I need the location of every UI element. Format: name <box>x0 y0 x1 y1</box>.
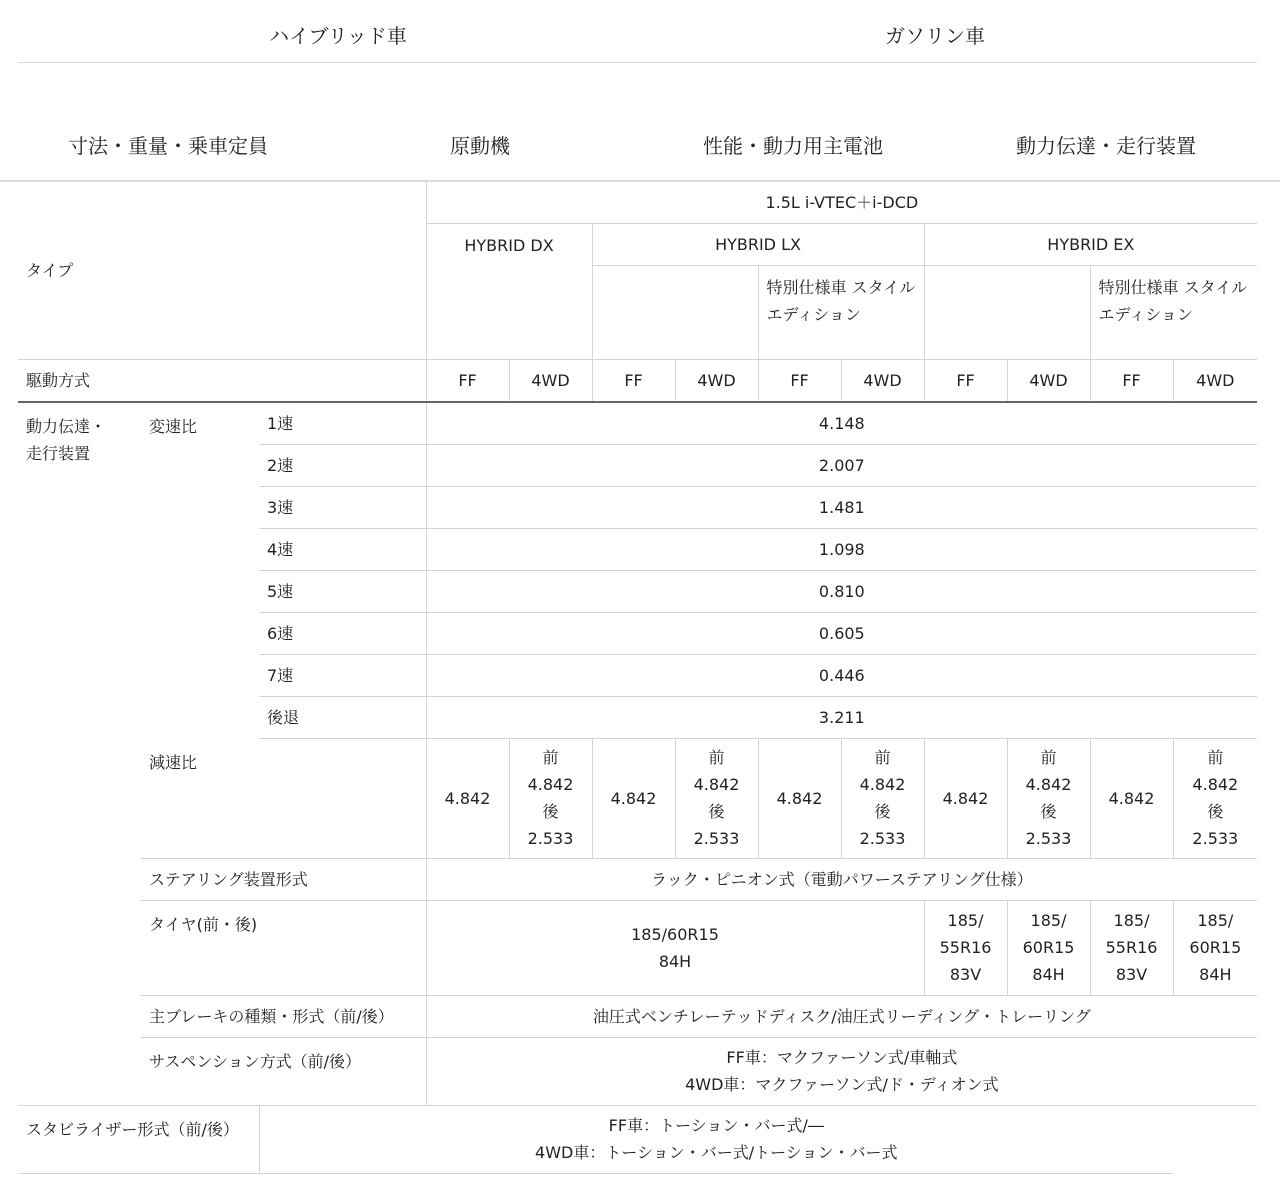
lx-standard <box>592 265 758 359</box>
type-label: タイプ <box>18 182 426 359</box>
rear-value: 2.533 <box>859 829 906 848</box>
drive-cell: 4WD <box>509 359 592 402</box>
tab-gasoline[interactable]: ガソリン車 <box>885 24 985 48</box>
reduction-label: 減速比 <box>141 738 426 858</box>
rear-label: 後 <box>1207 802 1224 821</box>
reduction-row <box>18 738 1257 858</box>
lx-special-edition <box>758 265 924 359</box>
table-row <box>18 182 1257 223</box>
brake-label: 主ブレーキの種類・形式（前/後） <box>141 995 426 1037</box>
drive-label: 駆動方式 <box>18 359 426 402</box>
gear-value: 3.211 <box>426 696 1257 738</box>
rear-value: 2.533 <box>1192 829 1239 848</box>
special-edition-line2: エディション <box>1098 304 1193 324</box>
gear-value: 1.098 <box>426 528 1257 570</box>
front-label: 前 <box>708 748 725 767</box>
section-label-line2: 走行装置 <box>26 444 91 463</box>
front-value: 4.842 <box>693 775 740 794</box>
tire-ex-line: 60R15 <box>1189 938 1242 957</box>
rear-label: 後 <box>542 802 559 821</box>
subtab-performance[interactable]: 性能・動力用主電池 <box>703 134 883 158</box>
tab-divider-hybrid <box>18 62 640 63</box>
suspension-line2: 4WD車：マクファーソン式/ド・ディオン式 <box>685 1075 999 1094</box>
drive-cell: 4WD <box>1173 359 1257 402</box>
rear-label: 後 <box>874 802 891 821</box>
tire-ex-line: 185/ <box>1197 911 1234 930</box>
tire-ex-line: 185/ <box>1030 911 1067 930</box>
drive-row <box>18 359 1257 402</box>
drive-cell: 4WD <box>675 359 758 402</box>
reduction-4wd <box>1173 738 1257 858</box>
reduction-ff: 4.842 <box>426 738 509 858</box>
ex-special-edition <box>1090 265 1257 359</box>
stabilizer-row <box>18 1105 1257 1173</box>
front-label: 前 <box>874 748 891 767</box>
rear-label: 後 <box>708 802 725 821</box>
gear-name: 5速 <box>259 570 426 612</box>
reduction-ff: 4.842 <box>592 738 675 858</box>
tab-divider-gasoline <box>640 62 1257 63</box>
tire-ex-line: 60R15 <box>1022 938 1075 957</box>
suspension-label: サスペンション方式（前/後） <box>141 1037 426 1105</box>
drive-cell: FF <box>592 359 675 402</box>
steering-label: ステアリング装置形式 <box>141 858 426 900</box>
gear-value: 0.810 <box>426 570 1257 612</box>
drive-cell: 4WD <box>1007 359 1090 402</box>
ex-standard <box>924 265 1090 359</box>
gear-name: 後退 <box>259 696 426 738</box>
gear-name: 2速 <box>259 444 426 486</box>
rear-label: 後 <box>1040 802 1057 821</box>
spec-table <box>18 182 1257 1174</box>
stabilizer-line2: 4WD車：トーション・バー式/トーション・バー式 <box>535 1143 898 1162</box>
front-label: 前 <box>1207 748 1224 767</box>
gear-name: 7速 <box>259 654 426 696</box>
steering-value: ラック・ピニオン式（電動パワーステアリング仕様） <box>426 858 1257 900</box>
rear-value: 2.533 <box>1025 829 1072 848</box>
gear-name: 1速 <box>259 402 426 444</box>
rear-value: 2.533 <box>527 829 574 848</box>
tire-common <box>426 900 924 995</box>
tire-ex-line: 185/ <box>1113 911 1150 930</box>
subtab-engine[interactable]: 原動機 <box>450 134 510 158</box>
reduction-4wd <box>675 738 758 858</box>
special-edition-line1: 特別仕様車 スタイル <box>1098 277 1248 297</box>
drive-cell: FF <box>426 359 509 402</box>
stabilizer-label: スタビライザー形式（前/後） <box>18 1105 259 1173</box>
suspension-row <box>18 1037 1257 1105</box>
tire-ex <box>1007 900 1090 995</box>
front-label: 前 <box>542 748 559 767</box>
reduction-4wd <box>841 738 924 858</box>
brake-row <box>18 995 1257 1037</box>
tire-ex <box>1173 900 1257 995</box>
stabilizer-value <box>259 1105 1173 1173</box>
gear-name: 6速 <box>259 612 426 654</box>
engine-label: 1.5L i-VTEC＋i-DCD <box>426 182 1257 223</box>
tire-ex-line: 185/ <box>947 911 984 930</box>
drive-cell: 4WD <box>841 359 924 402</box>
grade-dx: HYBRID DX <box>426 223 592 359</box>
front-value: 4.842 <box>1025 775 1072 794</box>
subtab-dimensions[interactable]: 寸法・重量・乗車定員 <box>68 134 268 158</box>
front-value: 4.842 <box>859 775 906 794</box>
tire-label: タイヤ(前・後) <box>141 900 426 995</box>
tire-ex-line: 83V <box>1115 965 1148 984</box>
table-row <box>18 402 1257 444</box>
rear-value: 2.533 <box>693 829 740 848</box>
suspension-value <box>426 1037 1257 1105</box>
tire-ex-line: 55R16 <box>939 938 992 957</box>
tire-ex <box>1090 900 1173 995</box>
grade-lx: HYBRID LX <box>592 223 924 265</box>
gear-value: 4.148 <box>426 402 1257 444</box>
reduction-4wd <box>509 738 592 858</box>
front-value: 4.842 <box>527 775 574 794</box>
reduction-ff: 4.842 <box>758 738 841 858</box>
gear-ratio-label: 変速比 <box>149 417 198 436</box>
gear-value: 1.481 <box>426 486 1257 528</box>
gear-value: 0.446 <box>426 654 1257 696</box>
special-edition-line1: 特別仕様車 スタイル <box>766 277 916 297</box>
tire-ex-line: 83V <box>949 965 982 984</box>
gear-name: 3速 <box>259 486 426 528</box>
brake-value: 油圧式ベンチレーテッドディスク/油圧式リーディング・トレーリング <box>426 995 1257 1037</box>
tire-ex-line: 55R16 <box>1105 938 1158 957</box>
drive-cell: FF <box>758 359 841 402</box>
drive-cell: FF <box>924 359 1007 402</box>
tire-index: 84H <box>658 951 692 971</box>
reduction-ff: 4.842 <box>924 738 1007 858</box>
gear-name: 4速 <box>259 528 426 570</box>
reduction-ff: 4.842 <box>1090 738 1173 858</box>
tire-row <box>18 900 1257 995</box>
subtab-drivetrain[interactable]: 動力伝達・走行装置 <box>1016 134 1196 158</box>
suspension-line1: FF車：マクファーソン式/車軸式 <box>726 1048 958 1067</box>
section-label-line1: 動力伝達・ <box>26 417 107 436</box>
tire-ex-line: 84H <box>1032 965 1065 984</box>
tab-hybrid[interactable]: ハイブリッド車 <box>269 24 407 48</box>
reduction-4wd <box>1007 738 1090 858</box>
gear-value: 2.007 <box>426 444 1257 486</box>
tire-size: 185/60R15 <box>631 924 719 944</box>
steering-row <box>18 858 1257 900</box>
grade-ex: HYBRID EX <box>924 223 1257 265</box>
stabilizer-line1: FF車：トーション・バー式/― <box>608 1116 824 1135</box>
special-edition-line2: エディション <box>766 304 861 324</box>
drive-cell: FF <box>1090 359 1173 402</box>
tire-ex <box>924 900 1007 995</box>
section-label <box>18 402 141 1105</box>
gear-value: 0.605 <box>426 612 1257 654</box>
tire-ex-line: 84H <box>1199 965 1232 984</box>
front-value: 4.842 <box>1192 775 1239 794</box>
front-label: 前 <box>1040 748 1057 767</box>
